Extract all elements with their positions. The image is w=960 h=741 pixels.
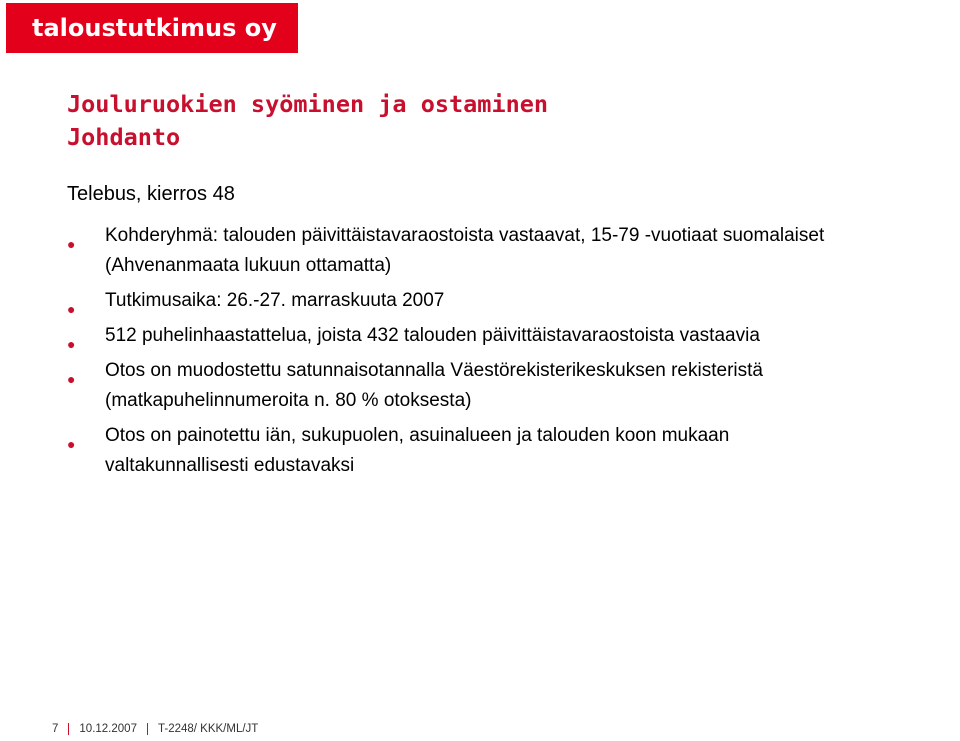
bullet-item [67, 421, 952, 481]
bullet-item [67, 356, 952, 416]
bullet-item [67, 321, 952, 351]
bullet-text-continued: (Ahvenanmaata lukuun ottamatta) [105, 255, 392, 276]
bullet-dot-icon: ● [67, 236, 76, 252]
company-logo [6, 3, 298, 53]
slide-footer [52, 723, 258, 735]
bullet-dot-icon: ● [67, 336, 76, 352]
bullet-text: 512 puhelinhaastattelua, joista 432 talouden päivittäistavaraostoista vastaavia [105, 325, 760, 346]
bullet-dot-icon: ● [67, 371, 76, 387]
title-line-1: Jouluruokien syöminen ja ostaminen [67, 90, 549, 118]
bullet-text: Kohderyhmä: talouden päivittäistavaraostoista vastaavat, 15-79 -vuotiaat suomalaiset [105, 225, 825, 246]
title-line-2: Johdanto [67, 123, 181, 151]
bullet-item [67, 221, 952, 281]
bullet-dot-icon: ● [67, 301, 76, 317]
bullet-text: Otos on muodostettu satunnaisotannalla Väestörekisterikeskuksen rekisteristä [105, 360, 763, 381]
intro-text: Telebus, kierros 48 [67, 183, 235, 205]
footer-divider [147, 723, 148, 735]
slide-title [67, 88, 548, 154]
bullet-list [67, 221, 952, 486]
logo-text: taloustutkimus oy [32, 14, 277, 42]
footer-reference: T-2248/ KKK/ML/JT [157, 723, 259, 735]
bullet-item [67, 286, 952, 316]
bullet-text-continued: (matkapuhelinnumeroita n. 80 % otoksesta) [105, 390, 472, 411]
bullet-dot-icon: ● [67, 436, 76, 452]
bullet-text: Otos on painotettu iän, sukupuolen, asuinalueen ja talouden koon mukaan [105, 425, 730, 446]
bullet-text: Tutkimusaika: 26.-27. marraskuuta 2007 [105, 290, 445, 311]
footer-date: 10.12.2007 [79, 723, 137, 735]
footer-divider [68, 723, 69, 735]
page-number: 7 [52, 723, 59, 735]
bullet-text-continued: valtakunnallisesti edustavaksi [105, 455, 355, 476]
